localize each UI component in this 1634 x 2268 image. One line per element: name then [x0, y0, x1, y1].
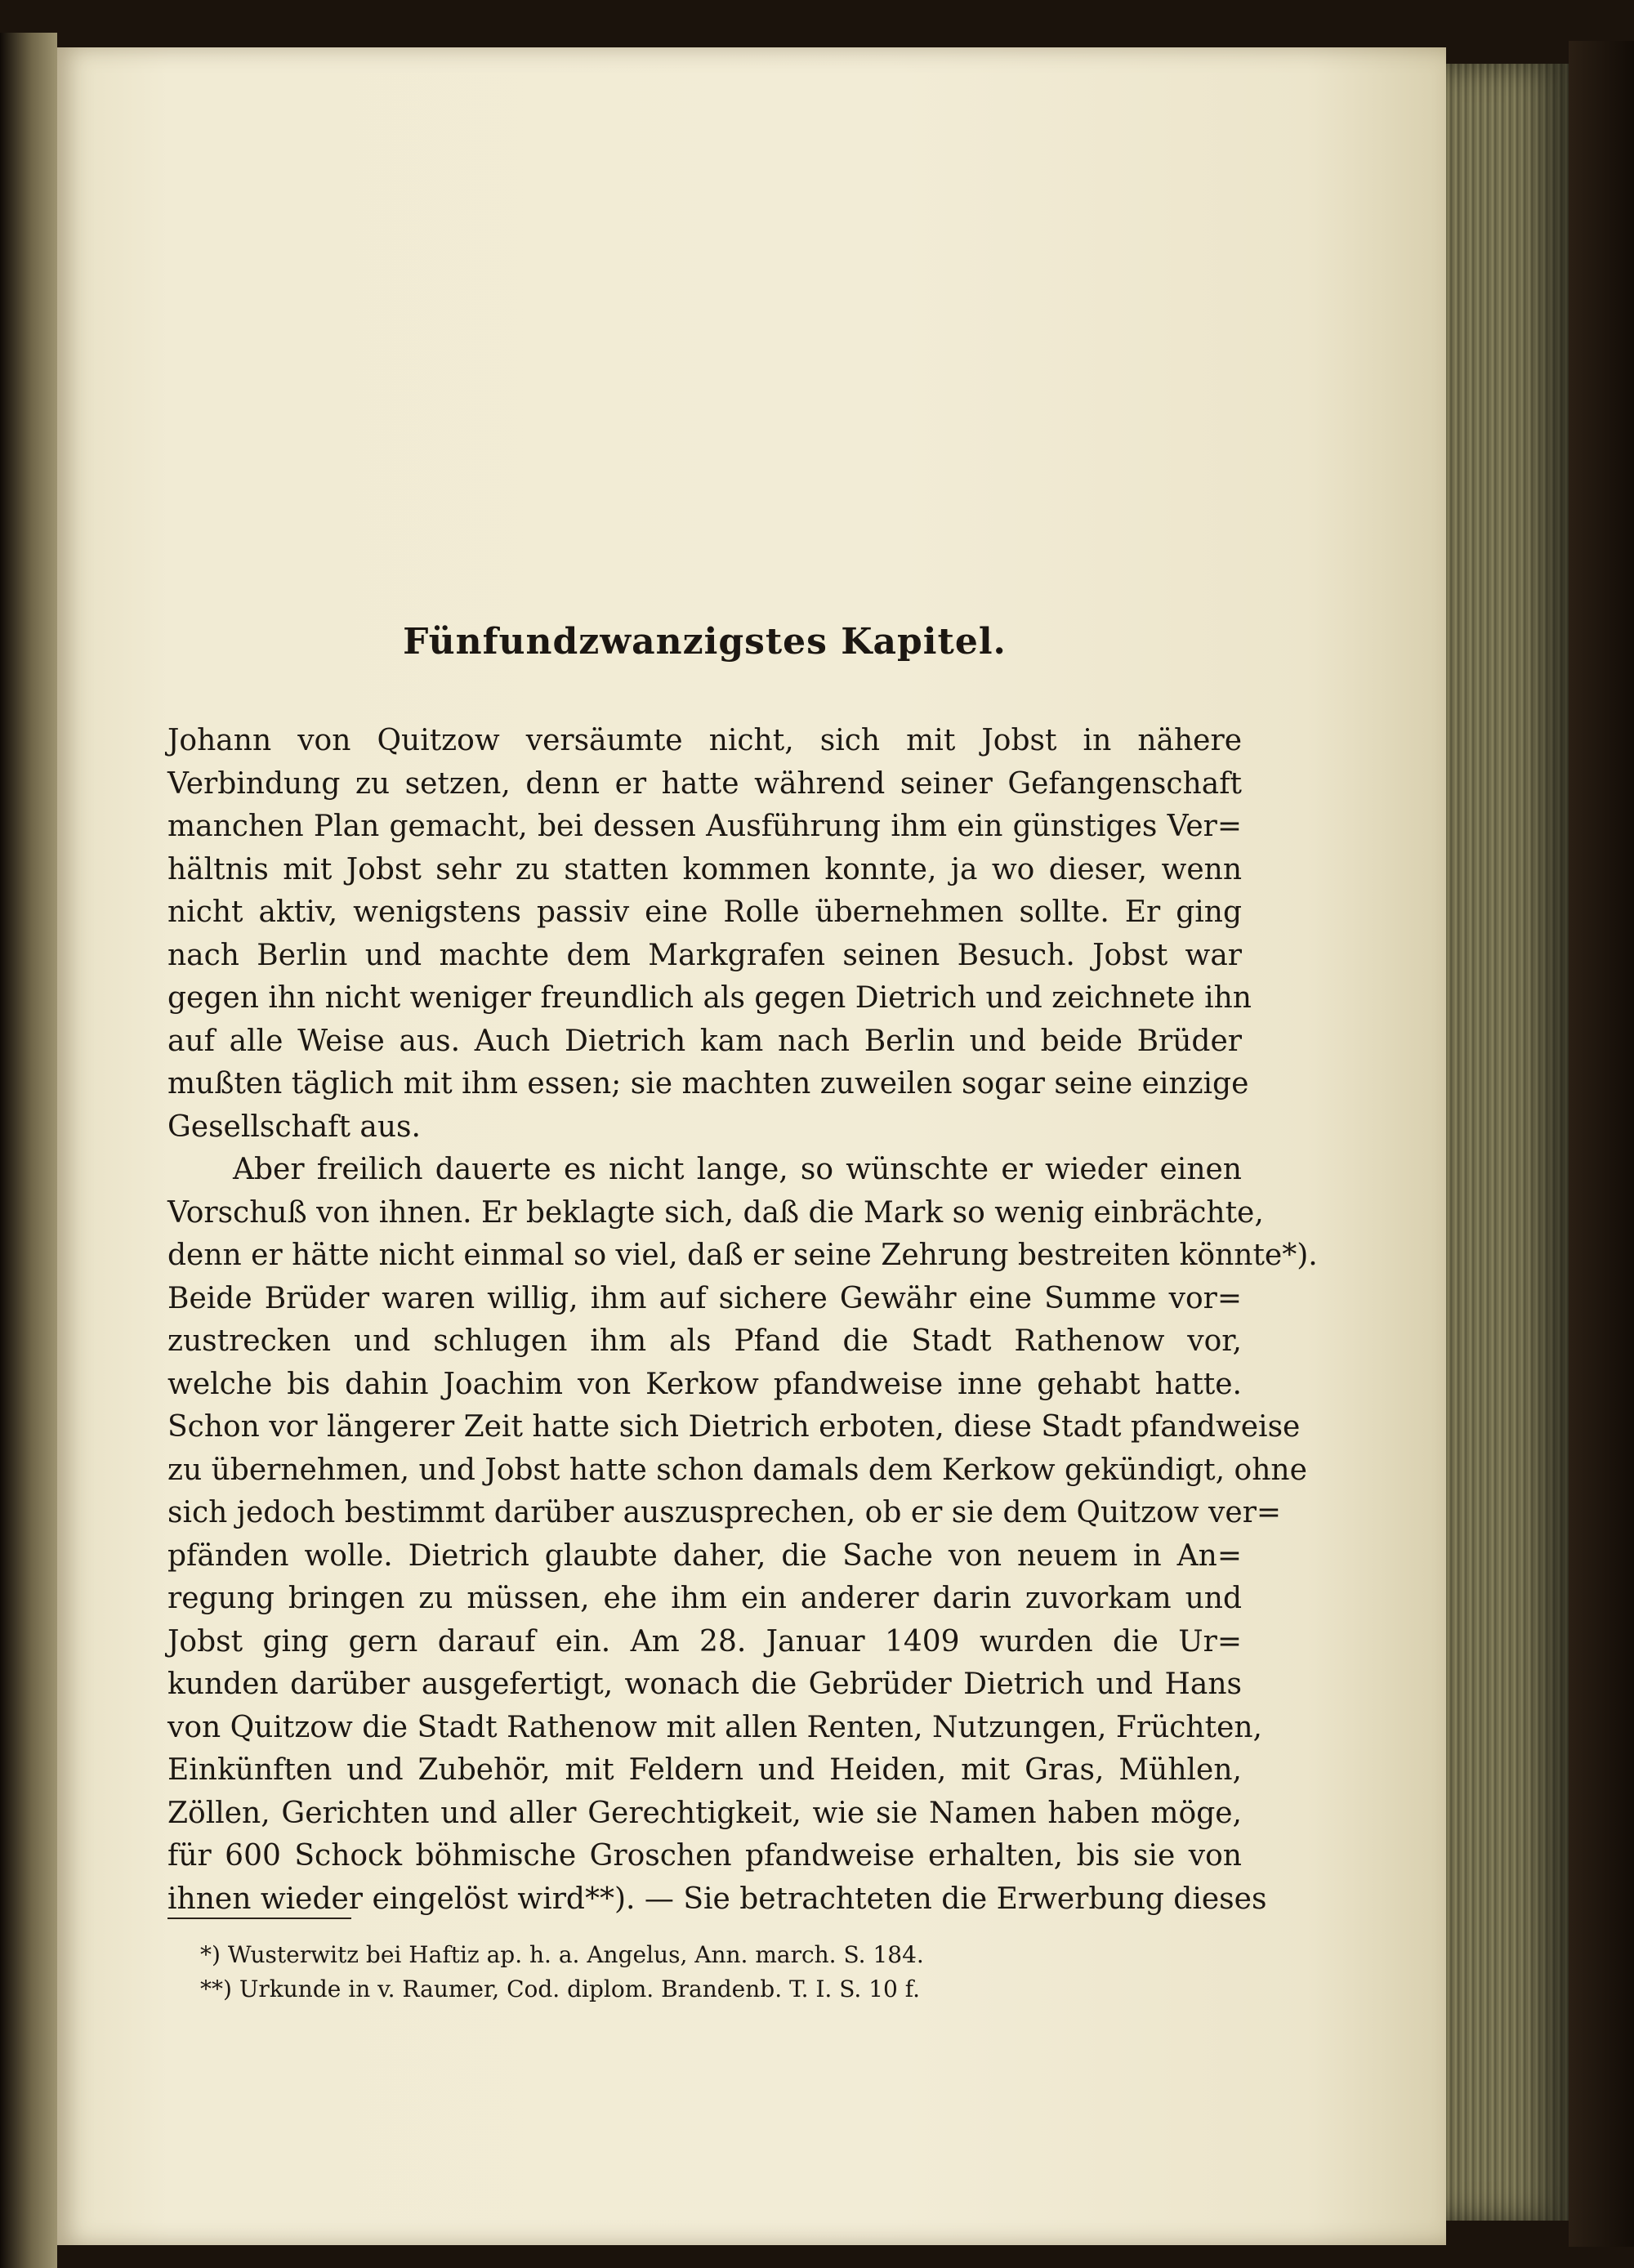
body-line: Schon vor längerer Zeit hatte sich Dietrich erboten, diese Stadt pfandweise: [167, 1410, 1301, 1444]
chapter-title: Fünfundzwanzigstes Kapitel.: [403, 621, 1007, 663]
body-line: gegen ihn nicht weniger freundlich als gegen Dietrich und zeichnete ihn: [167, 981, 1252, 1015]
page-stack-edge: [1446, 64, 1569, 2221]
body-line: welche bis dahin Joachim von Kerkow pfandweise inne gehabt hatte.: [167, 1367, 1242, 1401]
body-line: nach Berlin und machte dem Markgrafen seinen Besuch. Jobst war: [167, 938, 1242, 972]
body-line: Gesellschaft aus.: [167, 1109, 421, 1144]
body-line: Aber freilich dauerte es nicht lange, so wünschte er wieder einen: [233, 1153, 1242, 1186]
book-cover-edge: [1569, 41, 1634, 2247]
body-line: Jobst ging gern darauf ein. Am 28. Januar 1409 wurden die Ur=: [167, 1624, 1242, 1659]
body-line: Einkünften und Zubehör, mit Feldern und Heiden, mit Gras, Mühlen,: [167, 1753, 1242, 1787]
footnote: *) Wusterwitz bei Haftiz ap. h. a. Angelus, Ann. march. S. 184.: [200, 1941, 924, 1968]
body-line: nicht aktiv, wenigstens passiv eine Rolle übernehmen sollte. Er ging: [167, 895, 1242, 929]
body-line: hältnis mit Jobst sehr zu statten kommen konnte, ja wo dieser, wenn: [167, 852, 1242, 886]
footnotes: [200, 1938, 1181, 2007]
body-line: denn er hätte nicht einmal so viel, daß er seine Zehrung bestreiten könnte*).: [167, 1239, 1318, 1272]
body-line: Vorschuß von ihnen. Er beklagte sich, daß die Mark so wenig einbrächte,: [167, 1195, 1264, 1230]
body-line: auf alle Weise aus. Auch Dietrich kam nach Berlin und beide Brüder: [167, 1024, 1242, 1058]
body-line: Zöllen, Gerichten und aller Gerechtigkeit, wie sie Namen haben möge,: [167, 1796, 1242, 1830]
footnote-divider: [167, 1918, 351, 1919]
left-page-edge: [0, 33, 57, 2268]
body-line: ihnen wieder eingelöst wird**). — Sie betrachteten die Erwerbung dieses: [167, 1882, 1267, 1916]
body-line: Johann von Quitzow versäumte nicht, sich mit Jobst in nähere: [167, 724, 1242, 757]
chapter-text: [167, 621, 1318, 1921]
body-line: mußten täglich mit ihm essen; sie machten zuweilen sogar seine einzige: [167, 1067, 1249, 1101]
body-line: sich jedoch bestimmt darüber auszusprechen, ob er sie dem Quitzow ver=: [167, 1496, 1282, 1529]
body-line: zustrecken und schlugen ihm als Pfand die Stadt Rathenow vor,: [167, 1324, 1242, 1358]
body-line: pfänden wolle. Dietrich glaubte daher, die Sache von neuem in An=: [167, 1538, 1242, 1573]
body-line: regung bringen zu müssen, ehe ihm ein anderer darin zuvorkam und: [167, 1582, 1242, 1615]
footnote: **) Urkunde in v. Raumer, Cod. diplom. Brandenb. T. I. S. 10 f.: [200, 1976, 921, 2002]
body-line: für 600 Schock böhmische Groschen pfandweise erhalten, bis sie von: [167, 1839, 1242, 1873]
body-line: kunden darüber ausgefertigt, wonach die Gebrüder Dietrich und Hans: [167, 1668, 1242, 1701]
body-line: manchen Plan gemacht, bei dessen Ausführung ihm ein günstiges Ver=: [167, 810, 1242, 843]
body-line: von Quitzow die Stadt Rathenow mit allen Renten, Nutzungen, Früchten,: [167, 1710, 1262, 1744]
body-line: zu übernehmen, und Jobst hatte schon damals dem Kerkow gekündigt, ohne: [167, 1453, 1307, 1487]
body-line: Beide Brüder waren willig, ihm auf sichere Gewähr eine Summe vor=: [167, 1281, 1242, 1315]
body-line: Verbindung zu setzen, denn er hatte während seiner Gefangenschaft: [167, 766, 1242, 801]
